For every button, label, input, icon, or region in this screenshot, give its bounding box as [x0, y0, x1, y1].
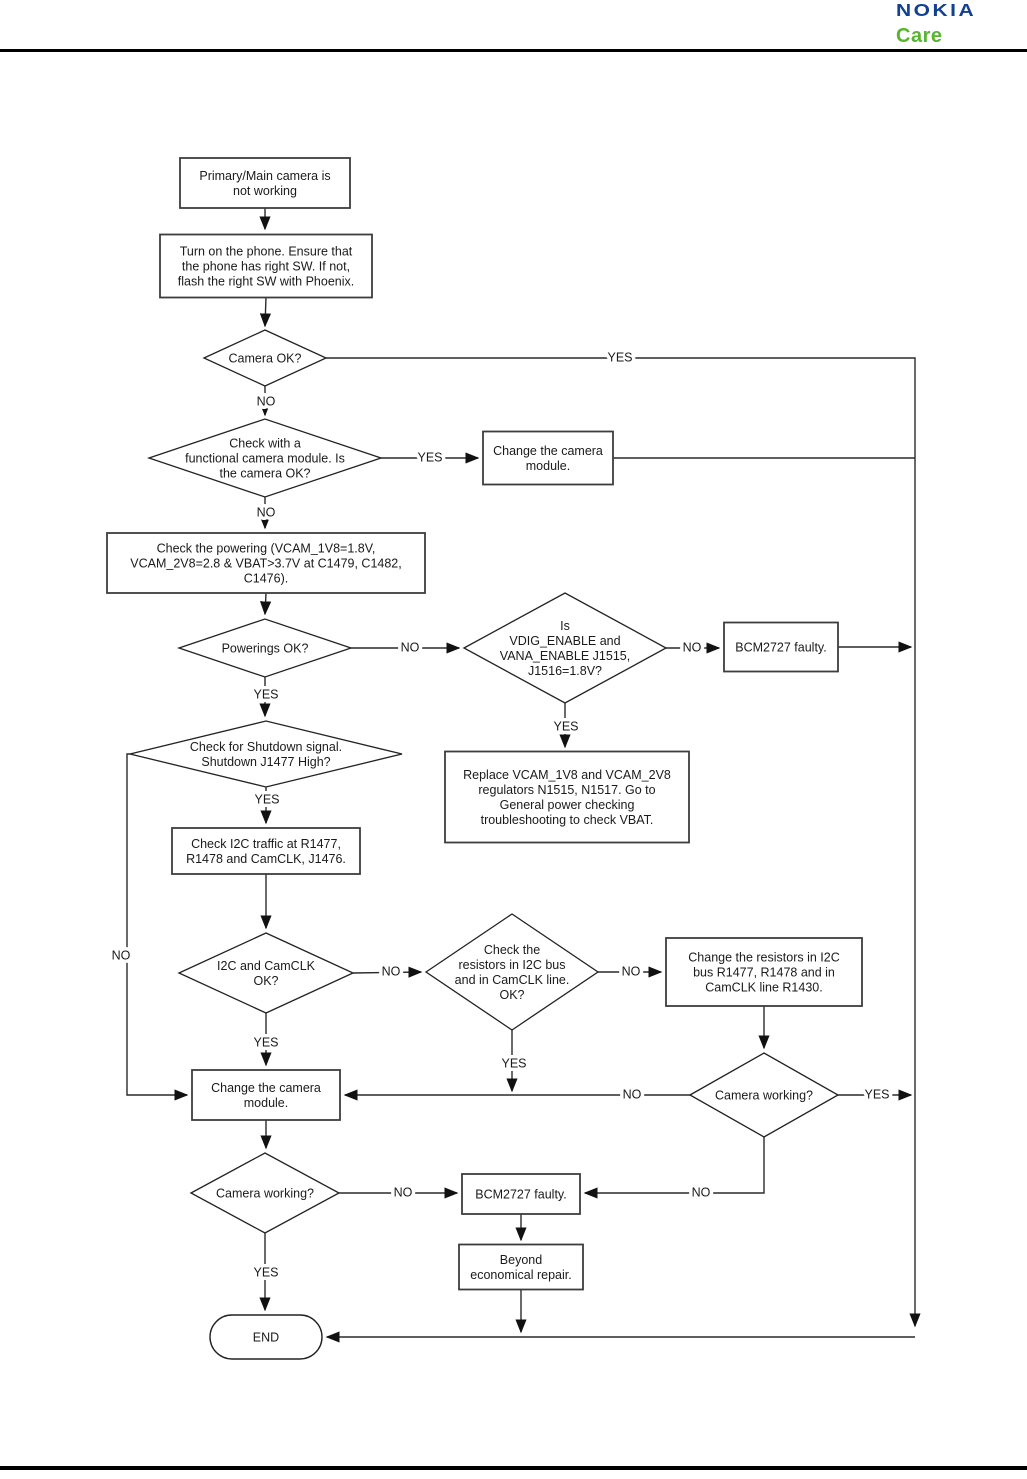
edge-label-yes-3: YES [417, 450, 443, 465]
node-beyond-economical-repair [459, 1245, 583, 1290]
edge-label-yes-14: YES [501, 1056, 527, 1071]
edge-label-no-6: NO [682, 640, 702, 655]
node-replace-regulators [445, 752, 689, 843]
node-change-camera-module-2 [192, 1070, 340, 1120]
node-change-resistors-label: Change the resistors in I2C bus R1477, R1478 and in CamCLK line R1430. [688, 950, 840, 995]
edge-label-no-17: NO [691, 1185, 711, 1200]
node-i2c-camclk-decision [179, 933, 353, 1013]
flow-edge-8 [265, 593, 266, 614]
node-change-camera-module-1-label: Change the camera module. [493, 444, 603, 473]
edge-label-no-11: NO [381, 964, 401, 979]
edge-label-no-18: NO [393, 1185, 413, 1200]
node-beyond-economical-repair-label: Beyond economical repair. [470, 1253, 572, 1282]
edge-label-yes-1: YES [607, 350, 633, 365]
edge-label-no-2: NO [256, 394, 276, 409]
node-powerings-ok-decision-label: Powerings OK? [221, 641, 309, 656]
edge-label-yes-7: YES [253, 687, 279, 702]
care-wordmark: Care [896, 25, 943, 47]
node-camera-working-decision-left-label: Camera working? [216, 1186, 314, 1201]
node-turn-on-phone-label: Turn on the phone. Ensure that the phone has right SW. If not, flash the right SW with Phoenix. [177, 244, 355, 289]
node-vdig-enable-decision-label: Is VDIG_ENABLE and VANA_ENABLE J1515, J1516=1.8V? [499, 619, 631, 678]
edge-label-yes-16: YES [864, 1087, 890, 1102]
node-bcm2727-faulty-2-label: BCM2727 faulty. [475, 1187, 567, 1202]
node-shutdown-signal-decision [130, 721, 402, 787]
node-camera-working-decision-right-label: Camera working? [715, 1088, 813, 1103]
edge-label-yes-8: YES [553, 719, 579, 734]
node-replace-regulators-label: Replace VCAM_1V8 and VCAM_2V8 regulators N1515, N1517. Go to General power checking troubleshooting to check VBAT. [463, 768, 671, 827]
node-i2c-camclk-decision-label: I2C and CamCLK OK? [217, 959, 315, 988]
edge-label-no-15: NO [622, 1087, 642, 1102]
node-end-terminal-label: END [252, 1330, 280, 1345]
node-check-i2c-traffic [172, 828, 360, 874]
edge-label-yes-13: YES [253, 1035, 279, 1050]
footer-divider [0, 1466, 1027, 1470]
flow-edge-24 [585, 1137, 764, 1193]
edge-label-no-4: NO [256, 505, 276, 520]
node-start-problem [180, 158, 350, 208]
flow-edge-15 [127, 754, 187, 1095]
nokia-wordmark: NOKIA [896, 1, 977, 21]
node-change-camera-module-2-label: Change the camera module. [211, 1081, 321, 1110]
edge-label-yes-19: YES [253, 1265, 279, 1280]
edge-label-no-12: NO [621, 964, 641, 979]
edge-label-yes-9: YES [254, 792, 280, 807]
node-change-camera-module-1 [483, 432, 613, 485]
edge-label-no-10: NO [111, 948, 131, 963]
node-shutdown-signal-decision-label: Check for Shutdown signal. Shutdown J1477 High? [189, 740, 343, 769]
node-camera-ok-decision-label: Camera OK? [228, 351, 302, 366]
node-check-powering-label: Check the powering (VCAM_1V8=1.8V, VCAM_2V8=2.8 & VBAT>3.7V at C1479, C1482, C1476). [130, 541, 402, 586]
node-check-i2c-traffic-label: Check I2C traffic at R1477, R1478 and CamCLK, J1476. [186, 837, 346, 866]
node-functional-module-decision-label: Check with a functional camera module. Is the camera OK? [185, 436, 345, 481]
node-bcm2727-faulty-1-label: BCM2727 faulty. [735, 640, 827, 655]
node-check-resistors-decision-label: Check the resistors in I2C bus and in CamCLK line. OK? [454, 943, 570, 1002]
node-check-resistors-decision [426, 914, 598, 1030]
node-start-problem-label: Primary/Main camera is not working [199, 169, 331, 198]
node-vdig-enable-decision [464, 593, 666, 703]
flow-edge-2 [265, 297, 266, 326]
edge-label-no-5: NO [400, 640, 420, 655]
